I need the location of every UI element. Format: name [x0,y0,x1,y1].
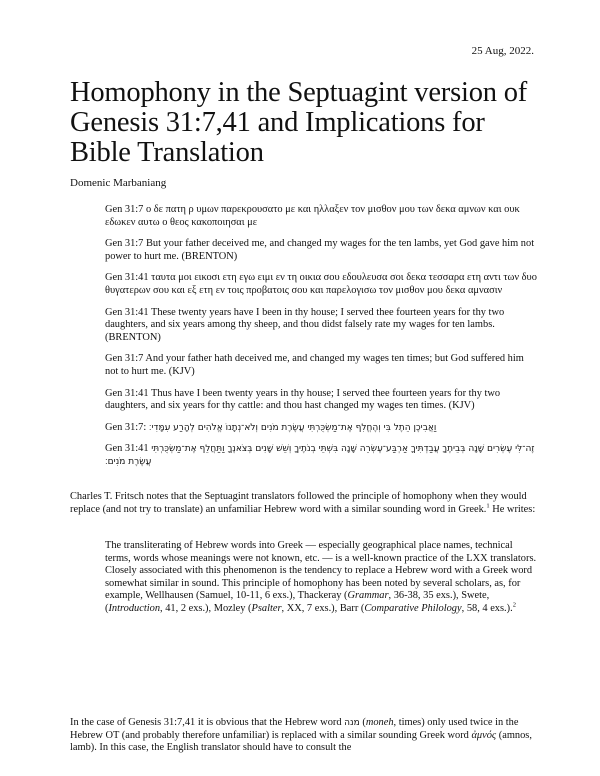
hebrew-word: מנה [344,718,360,728]
verse-text: These twenty years have I been in thy house; I served thee fourteen years for thy two daughters, and six years among thy sheep, and thou didst falsely rate my wages for ten lambs. (BRENTON) [105,306,505,343]
quote-citation-title: Psalter [251,602,282,614]
quote-text: The transliterating of Hebrew words into Greek — especially geographical place names, technical terms, words whose meanings were not known, etc. — is a well-known practice of the LXX translators. Closely associated with this phenomenon is the tendency to replace a Hebrew word with a Greek word somewhat similar in sound. This principle of homophony has been noted by several scholars, as, for example, Wellhausen (Samuel, 10-11, 6 exs.), Thackeray ( [105,540,537,602]
paragraph-fritsch [70,491,536,516]
quote-text: , 41, 2 exs.), Mozley ( [160,602,252,614]
verse-block [105,204,537,478]
transliteration: moneh [365,717,394,728]
paragraph-text: He writes: [489,503,536,515]
verse-text: And your father hath deceived me, and changed my wages ten times; but God suffered him not to hurt me. (KJV) [105,353,524,377]
verse-ref: Gen 31:7 [105,238,144,250]
verse-text: ταυτα μοι εικοσι ετη εγω ειμι εν τη οικια σου εδουλευσα σοι δεκα τεσσαρα ετη αντι των δυο θυγατερων σου και εξ ετη εν τοις προβατοις σου και παρελογισω τον μισθον μου δεκα αμνασιν [105,272,537,296]
paper-title: Homophony in the Septuagint version of Genesis 31:7,41 and Implications for Bible Translation [70,77,528,168]
paragraph-genesis [70,717,536,755]
paragraph-text: In the case of Genesis 31:7,41 it is obvious that the Hebrew word [70,717,345,728]
hebrew-verse-text: וַאֲבִיכֶן הֵתֶל בִּי וְהֶחֱלִף אֶת־מַשְׂכֻּרְתִּי עֲשֶׂרֶת מֹנִים וְלֹא־נְתָנוֹ אֱלֹהִים לְהָרַע עִמָּדִי׃ [148,422,437,433]
hebrew-verse-text: זֶה־לִּי עֶשְׂרִים שָׁנָה בְּבֵיתֶךָ עֲבַדְתִּיךָ אַרְבַּע־עֶשְׂרֵה שָׁנָה בִּשְׁתֵּי בְנֹתֶיךָ וְשֵׁשׁ שָׁנִים בְּצֹאנֶךָ וַתַּחֲלֵף אֶת־מַשְׂכֻּרְתִּי עֲשֶׂרֶת מֹנִים׃ [105,444,535,467]
verse-text: ο δε πατη ρ υμων παρεκρουσατο με και ηλλαξεν τον μισθον μου των δεκα αμνων και ουκ εδωκεν αυτω ο θεος κακοποιησαι με [105,204,520,228]
hebrew-verse-entry [105,443,537,468]
quote-text: , XX, 7 exs.), Barr ( [281,602,365,614]
verse-text: But your father deceived me, and changed my wages for the ten lambs, yet God gave him not power to hurt me. (BRENTON) [105,238,535,262]
hebrew-verse-entry [105,422,537,435]
quote-text: , 36-38, 35 exs.), Swete, ( [105,590,490,614]
verse-ref: Gen 31:41 [105,306,149,318]
block-quote [105,540,537,616]
verse-entry [105,353,537,378]
author-name: Domenic Marbaniang [70,177,167,189]
footnote-marker[interactable]: 1 [486,502,490,510]
quote-citation-title: Grammar [347,590,389,602]
verse-entry [105,272,537,297]
verse-entry [105,238,537,263]
verse-ref: Gen 31:7: [105,421,147,433]
verse-ref: Gen 31:41 [105,272,149,284]
quote-citation-title: Comparative Philology [364,602,462,614]
footnote-marker[interactable]: 2 [512,601,516,609]
verse-entry [105,388,537,413]
verse-entry [105,204,537,229]
verse-entry [105,307,537,345]
paragraph-text: , times) only used twice in the Hebrew OT (and probably therefore unfamiliar) is replaced with a similar sounding Greek word [70,717,519,741]
paragraph-text: ( [359,717,366,728]
verse-ref: Gen 31:7 [105,204,144,215]
quote-text: , 58, 4 exs.). [461,602,513,614]
verse-ref: Gen 31:7 [105,353,144,365]
document-date: 25 Aug, 2022. [471,45,534,57]
paragraph-text: Charles T. Fritsch notes that the Septuagint translators followed the principle of homophony when they would replace (and not try to translate) an unfamiliar Hebrew word with a similar sounding word in Greek. [70,491,527,515]
quote-citation-title: Introduction [108,602,161,614]
paragraph-text: (amnos, lamb). In this case, the English translator should have to consult the [70,729,532,754]
verse-ref: Gen 31:41 [105,387,149,399]
verse-ref: Gen 31:41 [105,443,149,455]
greek-word: ἀμνός [471,729,497,741]
verse-text: Thus have I been twenty years in thy house; I served thee fourteen years for thy two daughters, and six years for thy cattle: and thou hast changed my wages ten times. (KJV) [105,387,501,412]
